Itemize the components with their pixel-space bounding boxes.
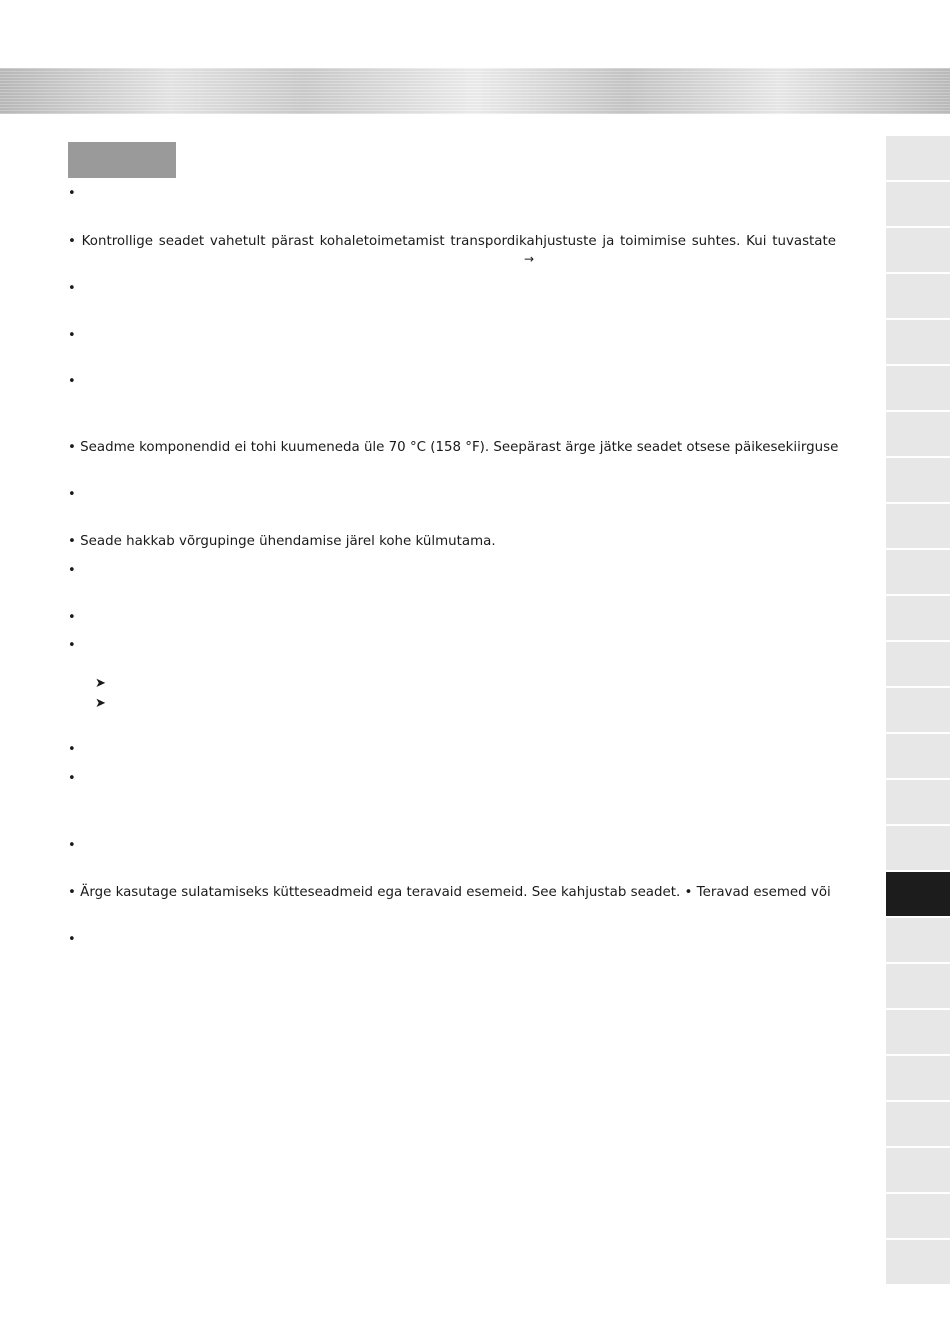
language-tab[interactable] xyxy=(886,596,950,640)
text-line-temperature: • Seadme komponendid ei tohi kuumeneda üle 70 °C (158 °F). Seepärast ärge jätke seadet otsese päikesekiirguse xyxy=(68,440,839,455)
bullet-marker: • xyxy=(68,932,76,947)
language-tab[interactable] xyxy=(886,504,950,548)
bullet-marker: • xyxy=(68,742,76,757)
arrow-marker-icon: ➤ xyxy=(95,676,106,691)
language-tab[interactable] xyxy=(886,964,950,1008)
language-tab-active[interactable] xyxy=(886,872,950,916)
language-tab[interactable] xyxy=(886,320,950,364)
language-tab[interactable] xyxy=(886,458,950,502)
section-label-box xyxy=(68,142,176,178)
language-tab[interactable] xyxy=(886,688,950,732)
header-band xyxy=(0,68,950,114)
language-tab[interactable] xyxy=(886,1010,950,1054)
language-tab[interactable] xyxy=(886,366,950,410)
bullet-marker: • xyxy=(68,563,76,578)
bullet-marker: • xyxy=(68,638,76,653)
bullet-marker: • xyxy=(68,328,76,343)
language-tab[interactable] xyxy=(886,642,950,686)
language-tab[interactable] xyxy=(886,550,950,594)
language-tab[interactable] xyxy=(886,274,950,318)
bullet-marker: • xyxy=(68,838,76,853)
language-tab[interactable] xyxy=(886,228,950,272)
language-tab[interactable] xyxy=(886,136,950,180)
language-tab[interactable] xyxy=(886,918,950,962)
language-tabs xyxy=(886,136,950,1286)
language-tab[interactable] xyxy=(886,780,950,824)
language-tab[interactable] xyxy=(886,1148,950,1192)
bullet-marker: • xyxy=(68,186,76,201)
bullet-marker: • xyxy=(68,610,76,625)
bullet-marker: • xyxy=(68,374,76,389)
language-tab[interactable] xyxy=(886,1056,950,1100)
bullet-marker: • xyxy=(68,487,76,502)
text-line-transport: • Kontrollige seadet vahetult pärast kohaletoimetamist transpordikahjustuste ja toimimise suhtes. Kui tuvastate xyxy=(68,234,836,249)
language-tab[interactable] xyxy=(886,1194,950,1238)
arrow-marker-icon: ➤ xyxy=(95,696,106,711)
text-line-cooling: • Seade hakkab võrgupinge ühendamise järel kohe külmutama. xyxy=(68,534,496,549)
language-tab[interactable] xyxy=(886,826,950,870)
right-arrow-icon: → xyxy=(524,252,535,266)
language-tab[interactable] xyxy=(886,412,950,456)
language-tab[interactable] xyxy=(886,182,950,226)
language-tab[interactable] xyxy=(886,1240,950,1284)
language-tab[interactable] xyxy=(886,734,950,778)
text-line-defrost: • Ärge kasutage sulatamiseks kütteseadmeid ega teravaid esemeid. See kahjustab seadet. • Teravad esemed või xyxy=(68,885,831,900)
bullet-marker: • xyxy=(68,771,76,786)
bullet-marker: • xyxy=(68,281,76,296)
language-tab[interactable] xyxy=(886,1102,950,1146)
